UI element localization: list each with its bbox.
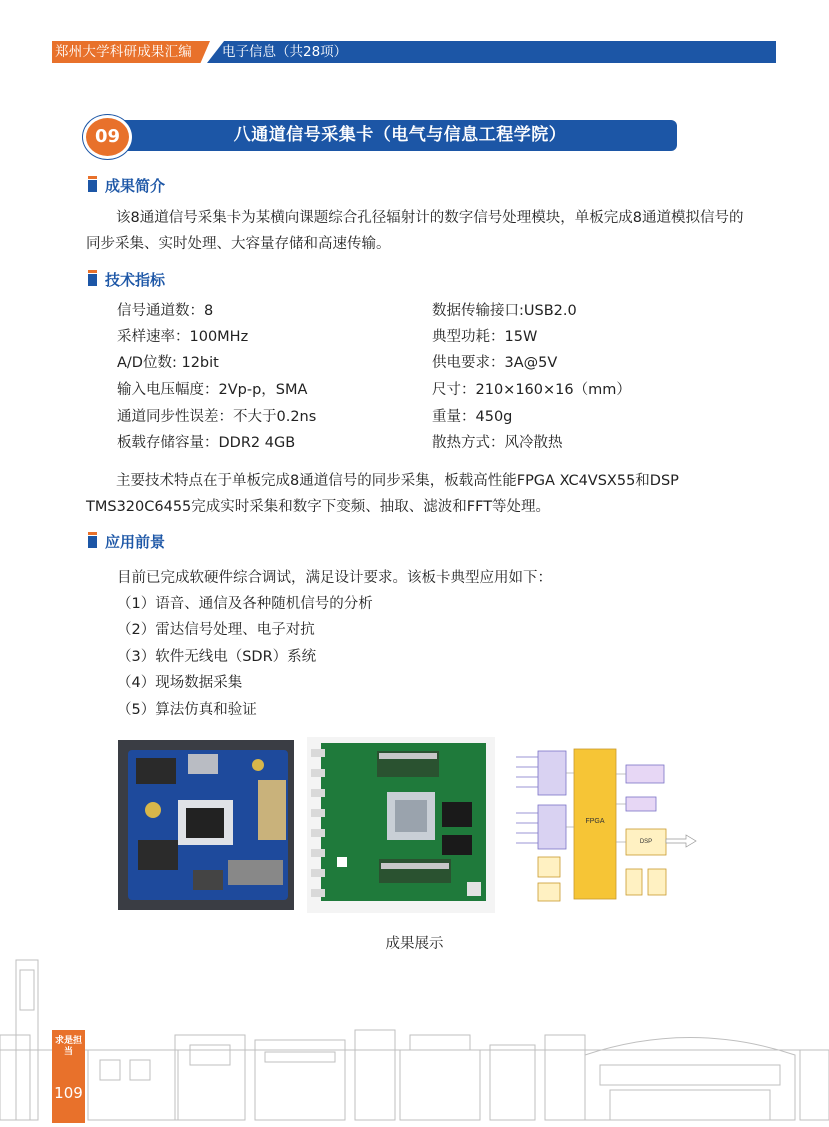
application-item-1: （1）语音、通信及各种随机信号的分析 <box>117 596 373 612</box>
specs-paragraph: 主要技术特点在于单板完成8通道信号的同步采集，板载高性能FPGA XC4VSX55和DSP TMS320C6455完成实时采集和数字下变频、抽取、滤波和FFT等处理。 <box>86 473 679 515</box>
heading-marker-icon <box>88 274 97 286</box>
footer-campus-illustration <box>0 940 829 1123</box>
spec-right-3: 供电要求：3A@5V <box>432 355 558 371</box>
product-photo-green-board <box>307 737 495 913</box>
spec-right-6: 散热方式：风冷散热 <box>432 435 563 451</box>
spec-left-4: 输入电压幅度：2Vp-p，SMA <box>117 382 308 398</box>
spec-left-2: 采样速率：100MHz <box>117 329 249 345</box>
footer-motto: 求是担当 <box>55 1036 83 1057</box>
spec-left-3: A/D位数: 12bit <box>117 355 219 371</box>
spec-right-1: 数据传输接口:USB2.0 <box>432 303 577 319</box>
application-item-2: （2）雷达信号处理、电子对抗 <box>117 622 315 638</box>
section-heading-summary: 成果简介 <box>88 176 165 196</box>
application-intro: 目前已完成软硬件综合调试，满足设计要求。该板卡典型应用如下： <box>117 570 552 586</box>
application-item-5: （5）算法仿真和验证 <box>117 702 257 718</box>
item-number-badge: 09 <box>83 115 132 159</box>
diagram-dsp-label: DSP <box>639 839 653 845</box>
application-item-4: （4）现场数据采集 <box>117 675 243 691</box>
summary-paragraph: 该8通道信号采集卡为某横向课题综合孔径辐射计的数字信号处理模块，单板完成8通道模拟信号的同步采集、实时处理、大容量存储和高速传输。 <box>86 210 744 252</box>
spec-right-5: 重量：450g <box>432 409 513 425</box>
heading-marker-icon <box>88 536 97 548</box>
spec-left-6: 板载存储容量：DDR2 4GB <box>117 435 296 451</box>
spec-right-4: 尺寸：210×160×16（mm） <box>432 382 631 398</box>
figure-caption: 成果展示 <box>385 936 444 952</box>
product-block-diagram <box>510 743 700 907</box>
application-item-3: （3）软件无线电（SDR）系统 <box>117 649 317 665</box>
diagram-fpga-label: FPGA <box>585 818 605 825</box>
spec-left-5: 通道同步性误差：不大于0.2ns <box>117 409 317 425</box>
product-photo-blue-board <box>118 740 294 910</box>
page-number: 109 <box>54 1084 83 1102</box>
header-category: 电子信息（共28项） <box>222 44 348 60</box>
spec-right-2: 典型功耗：15W <box>432 329 538 345</box>
header-publication-title: 郑州大学科研成果汇编 <box>55 44 192 60</box>
item-title: 八通道信号采集卡（电气与信息工程学院） <box>233 125 567 145</box>
heading-marker-icon <box>88 180 97 192</box>
section-heading-specs: 技术指标 <box>88 270 165 290</box>
section-heading-application: 应用前景 <box>88 532 165 552</box>
spec-left-1: 信号通道数：8 <box>117 303 214 319</box>
